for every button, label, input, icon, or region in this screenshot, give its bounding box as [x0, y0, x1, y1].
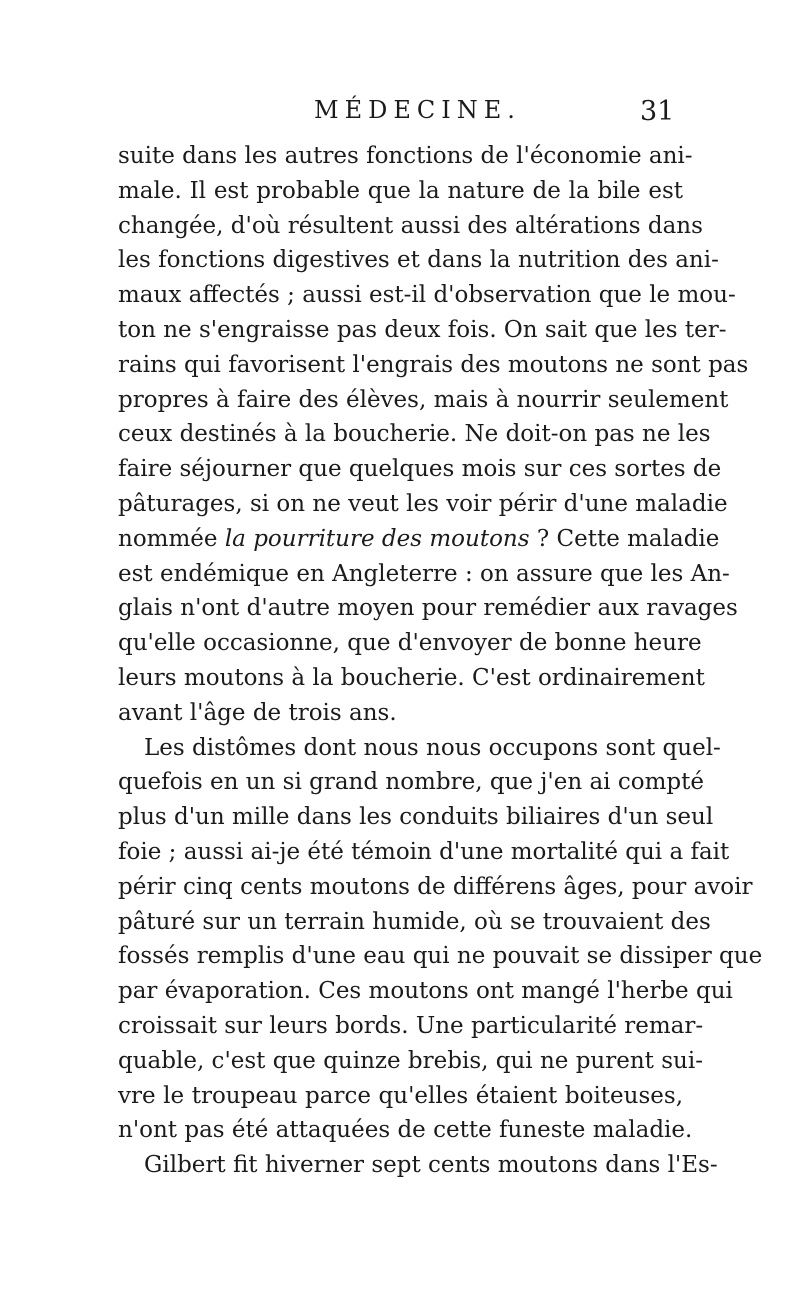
- text-line: changée, d'où résultent aussi des altérations dans: [118, 212, 703, 239]
- line-text-before: nommée: [118, 525, 225, 552]
- text-line: maux affectés ; aussi est-il d'observation que le mou-: [118, 282, 736, 309]
- running-head: MÉDECINE.: [314, 96, 521, 124]
- text-line: les fonctions digestives et dans la nutrition des ani-: [118, 247, 719, 274]
- paragraph-first-line: Les distômes dont nous nous occupons sont quel-: [144, 734, 721, 761]
- text-line: pâturages, si on ne veut les voir périr d'une maladie: [118, 490, 728, 517]
- text-line: croissait sur leurs bords. Une particularité remar-: [118, 1012, 704, 1039]
- text-line: fossés remplis d'une eau qui ne pouvait se dissiper que: [118, 943, 763, 970]
- text-line: male. Il est probable que la nature de la bile est: [118, 177, 683, 204]
- page-header: [0, 96, 800, 136]
- text-line: suite dans les autres fonctions de l'économie ani-: [118, 143, 693, 169]
- text-line: propres à faire des élèves, mais à nourrir seulement: [118, 386, 729, 413]
- text-line: vre le troupeau parce qu'elles étaient boiteuses,: [118, 1082, 683, 1109]
- body-text: [118, 139, 763, 1183]
- text-line: par évaporation. Ces moutons ont mangé l'herbe qui: [118, 978, 733, 1005]
- text-line: leurs moutons à la boucherie. C'est ordinairement: [118, 664, 705, 691]
- text-line: rains qui favorisent l'engrais des moutons ne sont pas: [118, 351, 749, 378]
- text-line: foie ; aussi ai-je été témoin d'une mortalité qui a fait: [118, 838, 730, 865]
- text-line: faire séjourner que quelques mois sur ces sortes de: [118, 456, 722, 483]
- text-line: quefois en un si grand nombre, que j'en ai compté: [118, 769, 704, 796]
- text-line: plus d'un mille dans les conduits biliaires d'un seul: [118, 804, 714, 831]
- text-line: glais n'ont d'autre moyen pour remédier aux ravages: [118, 595, 738, 622]
- text-line: quable, c'est que quinze brebis, qui ne purent sui-: [118, 1047, 703, 1074]
- italic-phrase: la pourriture des moutons: [224, 525, 530, 552]
- text-line: qu'elle occasionne, que d'envoyer de bonne heure: [118, 630, 702, 657]
- text-line: ton ne s'engraisse pas deux fois. On sait que les ter-: [118, 316, 727, 343]
- page-number: 31: [640, 96, 675, 127]
- text-line: n'ont pas été attaquées de cette funeste maladie.: [118, 1117, 693, 1144]
- text-line: pâturé sur un terrain humide, où se trouvaient des: [118, 908, 711, 935]
- text-line: avant l'âge de trois ans.: [118, 699, 397, 726]
- line-text-after: ? Cette maladie: [529, 525, 720, 552]
- text-line-with-italic: [118, 522, 720, 557]
- text-line: périr cinq cents moutons de différens âges, pour avoir: [118, 873, 753, 900]
- text-line: ceux destinés à la boucherie. Ne doit-on pas ne les: [118, 421, 711, 448]
- text-line: est endémique en Angleterre : on assure que les An-: [118, 560, 730, 587]
- paragraph-first-line: Gilbert fit hiverner sept cents moutons dans l'Es-: [144, 1152, 718, 1179]
